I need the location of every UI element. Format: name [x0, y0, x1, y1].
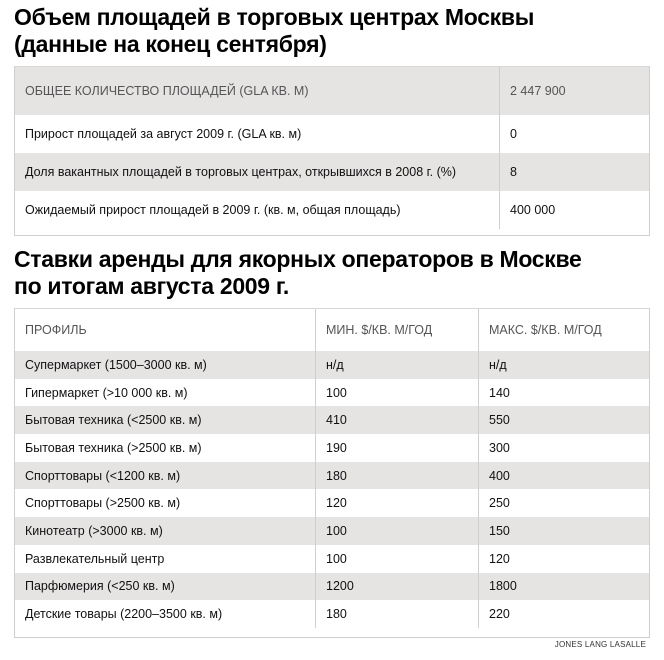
table-row — [15, 462, 649, 490]
table-header-row — [15, 67, 649, 115]
rent-rates-panel — [14, 308, 650, 638]
row-profile: Супермаркет (1500–3000 кв. м) — [15, 351, 316, 379]
row-max: 120 — [479, 545, 650, 573]
table-row — [15, 517, 649, 545]
table2-title-line1: Ставки аренды для якорных операторов в Москве — [14, 246, 582, 272]
row-max: 140 — [479, 379, 650, 407]
row-min: 190 — [316, 434, 479, 462]
table-row — [15, 573, 649, 601]
row-max: н/д — [479, 351, 650, 379]
row-profile: Гипермаркет (>10 000 кв. м) — [25, 385, 188, 400]
row-profile: Развлекательный центр — [25, 551, 165, 566]
source-credit: JONES LANG LASALLE — [554, 640, 646, 649]
row-min: 100 — [316, 379, 479, 407]
row-max: 550 — [479, 406, 650, 434]
table-row — [15, 153, 649, 191]
row-max: 400 — [479, 462, 650, 490]
row-min: 1200 — [316, 573, 479, 601]
row-min: 180 — [316, 462, 479, 490]
table1-title-line1: Объем площадей в торговых центрах Москвы — [14, 4, 535, 30]
table1-title-line2: (данные на конец сентября) — [14, 31, 327, 57]
row-profile: Кинотеатр (>3000 кв. м) — [15, 517, 316, 545]
row-max: 300 — [479, 434, 650, 462]
header-label: ОБЩЕЕ КОЛИЧЕСТВО ПЛОЩАДЕЙ (GLA КВ. М) — [15, 67, 500, 115]
table-row — [15, 115, 649, 153]
table-row — [15, 434, 649, 462]
col-header-min: МИН. $/КВ. М/ГОД — [316, 309, 479, 351]
col-header-profile: ПРОФИЛЬ — [25, 323, 87, 337]
row-value: 400 000 — [500, 191, 650, 229]
table2-title-line2: по итогам августа 2009 г. — [14, 273, 289, 299]
row-profile: Парфюмерия (<250 кв. м) — [15, 573, 316, 601]
row-label: Ожидаемый прирост площадей в 2009 г. (кв. м, общая площадь) — [25, 203, 401, 217]
row-value: 8 — [500, 153, 650, 191]
table-row — [15, 489, 649, 517]
row-max: 150 — [479, 517, 650, 545]
row-profile: Спорттовары (>2500 кв. м) — [25, 496, 181, 511]
table-row — [15, 351, 649, 379]
row-max: 1800 — [479, 573, 650, 601]
row-value: 0 — [500, 115, 650, 153]
table-row — [15, 545, 649, 573]
rent-rates-table — [15, 309, 649, 628]
row-min: 410 — [316, 406, 479, 434]
retail-area-panel — [14, 66, 650, 236]
table1-title — [14, 4, 534, 58]
row-label: Прирост площадей за август 2009 г. (GLA кв. м) — [25, 127, 302, 141]
row-min: 100 — [316, 517, 479, 545]
header-value: 2 447 900 — [500, 67, 650, 115]
table-row — [15, 191, 649, 229]
retail-area-table — [15, 67, 649, 229]
row-max: 220 — [479, 600, 650, 628]
table-row — [15, 406, 649, 434]
row-profile: Детские товары (2200–3500 кв. м) — [25, 607, 223, 622]
row-min: н/д — [316, 351, 479, 379]
row-profile: Спорттовары (<1200 кв. м) — [15, 462, 316, 490]
row-profile: Бытовая техника (>2500 кв. м) — [25, 440, 202, 455]
row-label: Доля вакантных площадей в торговых центрах, открывшихся в 2008 г. (%) — [15, 153, 500, 191]
row-min: 100 — [316, 545, 479, 573]
row-max: 250 — [479, 489, 650, 517]
table-row — [15, 379, 649, 407]
col-header-max: МАКС. $/КВ. М/ГОД — [479, 309, 650, 351]
row-min: 120 — [316, 489, 479, 517]
row-profile: Бытовая техника (<2500 кв. м) — [15, 406, 316, 434]
table-header-row — [15, 309, 649, 351]
table-row — [15, 600, 649, 628]
row-min: 180 — [316, 600, 479, 628]
table2-title — [14, 246, 582, 300]
